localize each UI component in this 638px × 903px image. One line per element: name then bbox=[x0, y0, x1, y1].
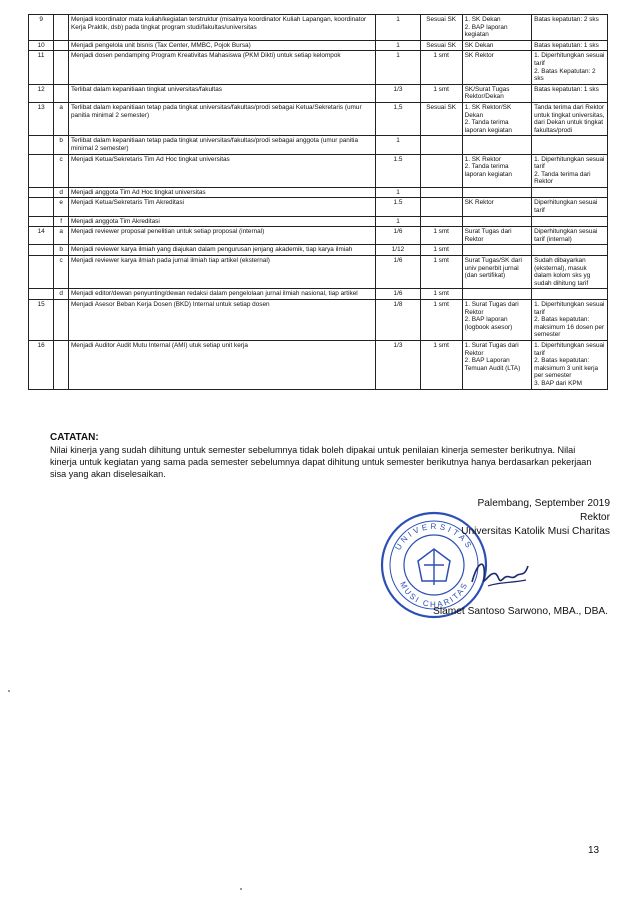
activity-cell: Menjadi editor/dewan penyunting/dewan redaksi dalam pengelolaan jurnal ilmiah nasional, tiap artikel bbox=[68, 289, 375, 300]
unit-cell bbox=[420, 198, 462, 216]
evidence-cell-line: 2. BAP laporan (logbook asesor) bbox=[464, 316, 513, 331]
value-cell: 1/6 bbox=[376, 227, 420, 245]
evidence-cell bbox=[462, 216, 531, 227]
note-cell bbox=[532, 51, 608, 84]
note-cell bbox=[532, 187, 608, 198]
activity-cell: Menjadi reviewer karya ilmiah pada jurnal ilmiah tiap artikel (eksternal) bbox=[68, 256, 375, 289]
table-row bbox=[29, 227, 608, 245]
row-sub-letter: f bbox=[54, 216, 69, 227]
catatan-section bbox=[50, 432, 595, 480]
unit-cell: 1 smt bbox=[420, 300, 462, 341]
activity-cell: Menjadi reviewer proposal penelitian untuk setiap proposal (internal) bbox=[68, 227, 375, 245]
activity-cell: Menjadi Ketua/Sekretaris Tim Ad Hoc tingkat universitas bbox=[68, 154, 375, 187]
unit-cell bbox=[420, 154, 462, 187]
workload-table bbox=[28, 14, 608, 390]
row-number bbox=[29, 245, 54, 256]
value-cell: 1 bbox=[376, 40, 420, 51]
note-cell-line: Sudah dibayarkan (eksternal), masuk dalam kolom sks yg sudah dihitung tarif bbox=[534, 257, 591, 287]
row-number: 10 bbox=[29, 40, 54, 51]
value-cell: 1.5 bbox=[376, 154, 420, 187]
value-cell: 1 bbox=[376, 136, 420, 154]
table-row bbox=[29, 136, 608, 154]
note-cell-line: 1. Diperhitungkan sesuai tarif bbox=[534, 301, 605, 316]
evidence-cell-line: SK Rektor bbox=[464, 52, 494, 60]
unit-cell: Sesuai SK bbox=[420, 15, 462, 41]
evidence-cell bbox=[462, 187, 531, 198]
value-cell: 1/6 bbox=[376, 289, 420, 300]
evidence-cell-line: Surat Tugas/SK dari univ penerbit jurnal (dan sertifikat) bbox=[464, 257, 522, 280]
row-sub-letter: b bbox=[54, 245, 69, 256]
value-cell: 1/6 bbox=[376, 256, 420, 289]
evidence-cell-line: 1. SK Rektor bbox=[464, 155, 501, 163]
signer-institution: Universitas Katolik Musi Charitas bbox=[461, 526, 610, 537]
evidence-cell-line: 1. SK Rektor/SK Dekan bbox=[464, 103, 512, 119]
activity-cell: Menjadi Ketua/Sekretaris Tim Akreditasi bbox=[68, 198, 375, 216]
signature-block bbox=[440, 497, 610, 539]
evidence-cell bbox=[462, 51, 531, 84]
activity-cell: Menjadi anggota Tim Ad Hoc tingkat universitas bbox=[68, 187, 375, 198]
value-cell: 1 bbox=[376, 15, 420, 41]
activity-cell: Terlibat dalam kepanitiaan tetap pada tingkat universitas/fakultas/prodi sebagai anggota (umur panitia minimal 2 semester) bbox=[68, 136, 375, 154]
note-cell-line: Diperhitungkan sesuai tarif bbox=[534, 199, 598, 215]
evidence-cell-line: 1. Surat Tugas dari Rektor bbox=[464, 301, 519, 316]
row-sub-letter bbox=[54, 51, 69, 84]
note-cell bbox=[532, 256, 608, 289]
unit-cell: Sesuai SK bbox=[420, 40, 462, 51]
note-cell-line: 1. Diperhitungkan sesuai tarif bbox=[534, 52, 605, 67]
row-sub-letter: e bbox=[54, 198, 69, 216]
note-cell bbox=[532, 84, 608, 102]
table-row bbox=[29, 300, 608, 341]
evidence-cell bbox=[462, 256, 531, 289]
place-date: Palembang, September 2019 bbox=[477, 498, 610, 509]
evidence-cell bbox=[462, 198, 531, 216]
table-row bbox=[29, 84, 608, 102]
note-cell-line: Diperhitungkan sesuai tarif (internal) bbox=[534, 228, 598, 243]
note-cell-line: 2. Batas Kepatutan: 2 sks bbox=[534, 67, 596, 83]
evidence-cell bbox=[462, 227, 531, 245]
note-cell-line: Batas kepatutan: 1 sks bbox=[534, 41, 599, 49]
row-number bbox=[29, 256, 54, 289]
scan-speck bbox=[8, 690, 10, 692]
row-sub-letter: c bbox=[54, 154, 69, 187]
unit-cell: 1 smt bbox=[420, 51, 462, 84]
activity-cell: Menjadi reviewer karya ilmiah yang diajukan dalam pengurusan jenjang akademik, tiap karya ilmiah bbox=[68, 245, 375, 256]
signer-title: Rektor bbox=[579, 512, 610, 523]
row-number: 16 bbox=[29, 340, 54, 389]
value-cell: 1.5 bbox=[376, 198, 420, 216]
row-sub-letter bbox=[54, 300, 69, 341]
note-cell bbox=[532, 154, 608, 187]
row-sub-letter bbox=[54, 84, 69, 102]
value-cell: 1 bbox=[376, 216, 420, 227]
note-cell bbox=[532, 289, 608, 300]
evidence-cell bbox=[462, 84, 531, 102]
evidence-cell-line: 1. Surat Tugas dari Rektor bbox=[464, 341, 519, 357]
stamp-text-top: UNIVERSITAS bbox=[393, 521, 475, 552]
value-cell: 1 bbox=[376, 51, 420, 84]
catatan-text: Nilai kinerja yang sudah dihitung untuk semester sebelumnya tidak boleh dipakai untuk penilaian kinerja semester berikutnya. Nilai kinerja untuk kegiatan yang sama pada semester sebelumnya dapat dihitung untuk semester berikutnya hanya berdasarkan pekerjaan sisa yang akan diselesaikan. bbox=[50, 445, 592, 479]
table-row bbox=[29, 15, 608, 41]
note-cell-line: 2. Batas kepatutan: maksimum 16 dosen per semester bbox=[534, 316, 605, 339]
signer-name: Slamet Santoso Sarwono, MBA., DBA. bbox=[433, 606, 608, 617]
note-cell-line: Batas kepatutan: 1 sks bbox=[534, 85, 599, 93]
row-number: 14 bbox=[29, 227, 54, 245]
evidence-cell-line: SK Rektor bbox=[464, 199, 494, 207]
unit-cell: 1 smt bbox=[420, 227, 462, 245]
table-row bbox=[29, 187, 608, 198]
unit-cell bbox=[420, 187, 462, 198]
evidence-cell-line: SK/Surat Tugas Rektor/Dekan bbox=[464, 85, 510, 101]
note-cell bbox=[532, 15, 608, 41]
scan-speck bbox=[240, 888, 242, 890]
table-row bbox=[29, 256, 608, 289]
unit-cell: 1 smt bbox=[420, 84, 462, 102]
activity-cell: Menjadi dosen pendamping Program Kreativitas Mahasiswa (PKM Dikti) untuk setiap kelompok bbox=[68, 51, 375, 84]
value-cell: 1/3 bbox=[376, 340, 420, 389]
table-row bbox=[29, 216, 608, 227]
row-number: 12 bbox=[29, 84, 54, 102]
unit-cell bbox=[420, 216, 462, 227]
value-cell: 1/8 bbox=[376, 300, 420, 341]
row-sub-letter bbox=[54, 40, 69, 51]
evidence-cell bbox=[462, 340, 531, 389]
row-sub-letter bbox=[54, 340, 69, 389]
unit-cell: 1 smt bbox=[420, 340, 462, 389]
row-sub-letter: d bbox=[54, 187, 69, 198]
unit-cell: 1 smt bbox=[420, 289, 462, 300]
catatan-heading: CATATAN: bbox=[50, 432, 99, 443]
table-row bbox=[29, 340, 608, 389]
evidence-cell-line: 1. SK Dekan bbox=[464, 16, 501, 23]
value-cell: 1,5 bbox=[376, 102, 420, 135]
row-number bbox=[29, 187, 54, 198]
evidence-cell-line: Surat Tugas dari Rektor bbox=[464, 228, 512, 243]
evidence-cell-line: 2. BAP Laporan Temuan Audit (LTA) bbox=[464, 357, 521, 372]
note-cell bbox=[532, 40, 608, 51]
value-cell: 1 bbox=[376, 187, 420, 198]
note-cell-line: 1. Diperhitungkan sesuai tarif bbox=[534, 341, 605, 357]
row-number bbox=[29, 289, 54, 300]
page-number: 13 bbox=[588, 845, 600, 856]
activity-cell: Menjadi Asesor Beban Kerja Dosen (BKD) Internal untuk setiap dosen bbox=[68, 300, 375, 341]
evidence-cell bbox=[462, 102, 531, 135]
note-cell-line: Tanda terima dari Rektor untuk tingkat universitas, dari Dekan untuk tingkat fakultas/prodi bbox=[534, 103, 605, 134]
evidence-cell bbox=[462, 40, 531, 51]
activity-cell: Menjadi anggota Tim Akreditasi bbox=[68, 216, 375, 227]
value-cell: 1/3 bbox=[376, 84, 420, 102]
evidence-cell bbox=[462, 300, 531, 341]
activity-cell: Terlibat dalam kepanitiaan tingkat universitas/fakultas bbox=[68, 84, 375, 102]
row-number bbox=[29, 136, 54, 154]
row-sub-letter: d bbox=[54, 289, 69, 300]
signature bbox=[468, 552, 534, 596]
evidence-cell-line: 2. Tanda terima laporan kegiatan bbox=[464, 119, 512, 134]
evidence-cell-line: 2. Tanda terima laporan kegiatan bbox=[464, 163, 512, 178]
row-number bbox=[29, 216, 54, 227]
evidence-cell-line: 2. BAP laporan kegiatan bbox=[464, 23, 508, 39]
activity-cell: Menjadi Auditor Audit Mutu Internal (AMI) utuk setiap unit kerja bbox=[68, 340, 375, 389]
unit-cell: 1 smt bbox=[420, 245, 462, 256]
unit-cell: 1 smt bbox=[420, 256, 462, 289]
note-cell bbox=[532, 198, 608, 216]
note-cell bbox=[532, 245, 608, 256]
table-row bbox=[29, 51, 608, 84]
note-cell-line: 2. Tanda terima dari Rektor bbox=[534, 170, 591, 186]
row-sub-letter bbox=[54, 15, 69, 41]
evidence-cell bbox=[462, 245, 531, 256]
row-number bbox=[29, 198, 54, 216]
evidence-cell bbox=[462, 15, 531, 41]
evidence-cell bbox=[462, 154, 531, 187]
note-cell-line: 1. Diperhitungkan sesuai tarif bbox=[534, 155, 605, 171]
note-cell bbox=[532, 216, 608, 227]
evidence-cell-line: SK Dekan bbox=[464, 41, 494, 49]
note-cell bbox=[532, 102, 608, 135]
note-cell bbox=[532, 227, 608, 245]
activity-cell: Menjadi pengelola unit bisnis (Tax Center, MMBC, Pojok Bursa) bbox=[68, 40, 375, 51]
table-row bbox=[29, 198, 608, 216]
table-row bbox=[29, 154, 608, 187]
evidence-cell bbox=[462, 136, 531, 154]
activity-cell: Terlibat dalam kepanitiaan tetap pada tingkat universitas/fakultas/prodi sebagai Ketua/Sekretaris (umur panitia minimal 2 semester) bbox=[68, 102, 375, 135]
row-number: 11 bbox=[29, 51, 54, 84]
table-row bbox=[29, 289, 608, 300]
table-row bbox=[29, 245, 608, 256]
unit-cell: Sesuai SK bbox=[420, 102, 462, 135]
table-row bbox=[29, 102, 608, 135]
row-sub-letter: a bbox=[54, 227, 69, 245]
row-number: 15 bbox=[29, 300, 54, 341]
note-cell-line: Batas kepatutan: 2 sks bbox=[534, 16, 599, 23]
note-cell bbox=[532, 340, 608, 389]
table-row bbox=[29, 40, 608, 51]
evidence-cell bbox=[462, 289, 531, 300]
note-cell bbox=[532, 136, 608, 154]
note-cell-line: 3. BAP dari KPM bbox=[534, 379, 582, 387]
activity-cell: Menjadi koordinator mata kuliah/kegiatan terstruktur (misalnya koordinator Kuliah Lapangan, koordinator Kerja Praktik, dsb) pada tingkat program studi/fakultas/universitas bbox=[68, 15, 375, 41]
row-number bbox=[29, 154, 54, 187]
row-number: 13 bbox=[29, 102, 54, 135]
value-cell: 1/12 bbox=[376, 245, 420, 256]
row-sub-letter: b bbox=[54, 136, 69, 154]
note-cell bbox=[532, 300, 608, 341]
row-sub-letter: a bbox=[54, 102, 69, 135]
stamp-text-bottom: MUSI CHARITAS bbox=[398, 580, 470, 610]
note-cell-line: 2. Batas kepatutan: maksimum 3 unit kerja per semester bbox=[534, 357, 599, 380]
unit-cell bbox=[420, 136, 462, 154]
row-number: 9 bbox=[29, 15, 54, 41]
row-sub-letter: c bbox=[54, 256, 69, 289]
